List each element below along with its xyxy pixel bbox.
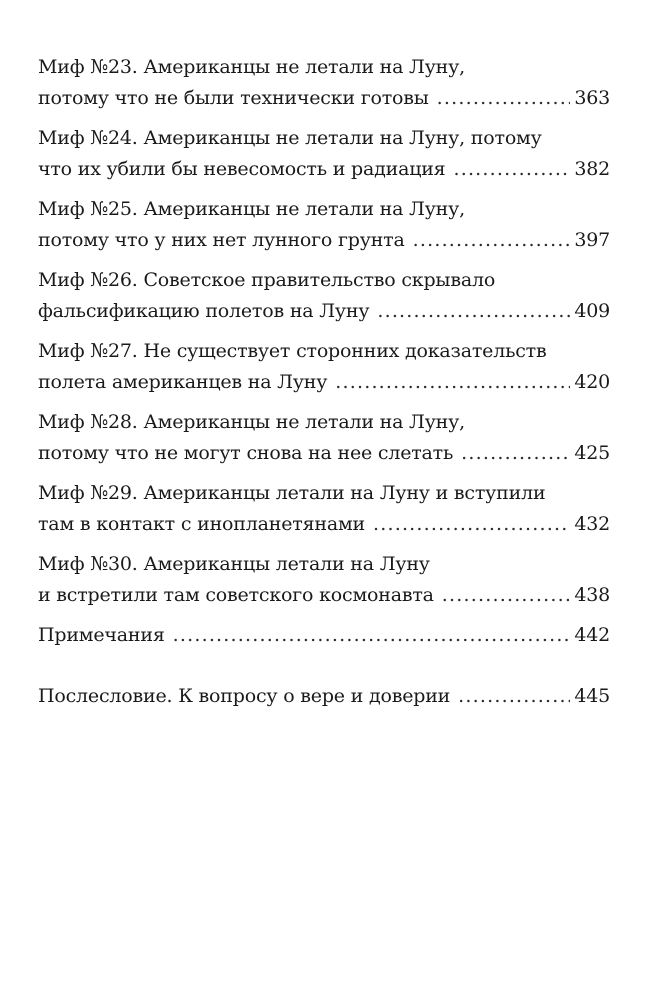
dot-leader (373, 509, 570, 540)
toc-entry-title-text: потому что у них нет лунного грунта (38, 229, 405, 251)
toc-page-number: 442 (574, 624, 610, 646)
toc-entry-title-line (38, 620, 610, 651)
toc-entry-title-line-2 (38, 225, 610, 256)
toc-entry-myth-30[interactable] (38, 549, 610, 611)
toc-entry-myth-24[interactable] (38, 123, 610, 185)
toc-entry-title-line-1: Миф №30. Американцы летали на Луну (38, 553, 430, 575)
toc-entry-title-text: фальсификацию полетов на Луну (38, 300, 370, 322)
toc-entry-title-line-1: Миф №23. Американцы не летали на Луну, (38, 56, 465, 78)
toc-page-number: 445 (574, 685, 610, 707)
toc-entry-myth-28[interactable] (38, 407, 610, 469)
toc-entry-title-text: там в контакт с инопланетянами (38, 513, 365, 535)
toc-page-number: 425 (574, 442, 610, 464)
dot-leader (458, 681, 570, 712)
dot-leader (453, 154, 570, 185)
dot-leader (442, 580, 571, 611)
toc-entry-title-text: Примечания (38, 624, 165, 646)
toc-entry-title-text: что их убили бы невесомость и радиация (38, 158, 446, 180)
dot-leader (461, 438, 570, 469)
toc-entry-title-line-1: Миф №25. Американцы не летали на Луну, (38, 198, 465, 220)
toc-entry-myth-27[interactable] (38, 336, 610, 398)
toc-entry-title-line-1: Миф №24. Американцы не летали на Луну, потому (38, 127, 542, 149)
toc-page-number: 409 (574, 300, 610, 322)
toc-page-number: 438 (574, 584, 610, 606)
toc-page-number: 397 (574, 229, 610, 251)
dot-leader (173, 620, 571, 651)
toc-entry-title-line-2 (38, 296, 610, 327)
toc-entry-title-text: и встретили там советского космонавта (38, 584, 434, 606)
toc-entry-title-line-2 (38, 154, 610, 185)
toc-entry-afterword[interactable] (38, 681, 610, 712)
dot-leader (413, 225, 571, 256)
toc-entry-title-line-1: Миф №26. Советское правительство скрывало (38, 269, 496, 291)
toc-entry-title-line-2 (38, 438, 610, 469)
toc-page-number: 382 (574, 158, 610, 180)
dot-leader (377, 296, 570, 327)
toc-entry-title-text: потому что не могут снова на нее слетать (38, 442, 454, 464)
toc-entry-notes[interactable] (38, 620, 610, 651)
dot-leader (335, 367, 570, 398)
toc-page-number: 432 (574, 513, 610, 535)
toc-entry-myth-25[interactable] (38, 194, 610, 256)
toc-entry-title-text: потому что не были технически готовы (38, 87, 429, 109)
toc-entry-title-line-2 (38, 83, 610, 114)
toc-entry-title-line (38, 681, 610, 712)
toc-entry-title-line-1: Миф №27. Не существует сторонних доказательств (38, 340, 547, 362)
toc-entry-title-line-1: Миф №29. Американцы летали на Луну и вступили (38, 482, 546, 504)
toc-entry-myth-29[interactable] (38, 478, 610, 540)
table-of-contents (38, 52, 610, 712)
toc-entry-title-text: полета американцев на Луну (38, 371, 328, 393)
toc-page-number: 420 (574, 371, 610, 393)
toc-entry-title-line-2 (38, 509, 610, 540)
toc-entry-myth-23[interactable] (38, 52, 610, 114)
toc-entry-title-line-2 (38, 580, 610, 611)
dot-leader (437, 83, 571, 114)
toc-page-number: 363 (574, 87, 610, 109)
toc-entry-title-line-1: Миф №28. Американцы не летали на Луну, (38, 411, 465, 433)
toc-entry-title-line-2 (38, 367, 610, 398)
toc-entry-myth-26[interactable] (38, 265, 610, 327)
toc-entry-title-text: Послесловие. К вопросу о вере и доверии (38, 685, 451, 707)
